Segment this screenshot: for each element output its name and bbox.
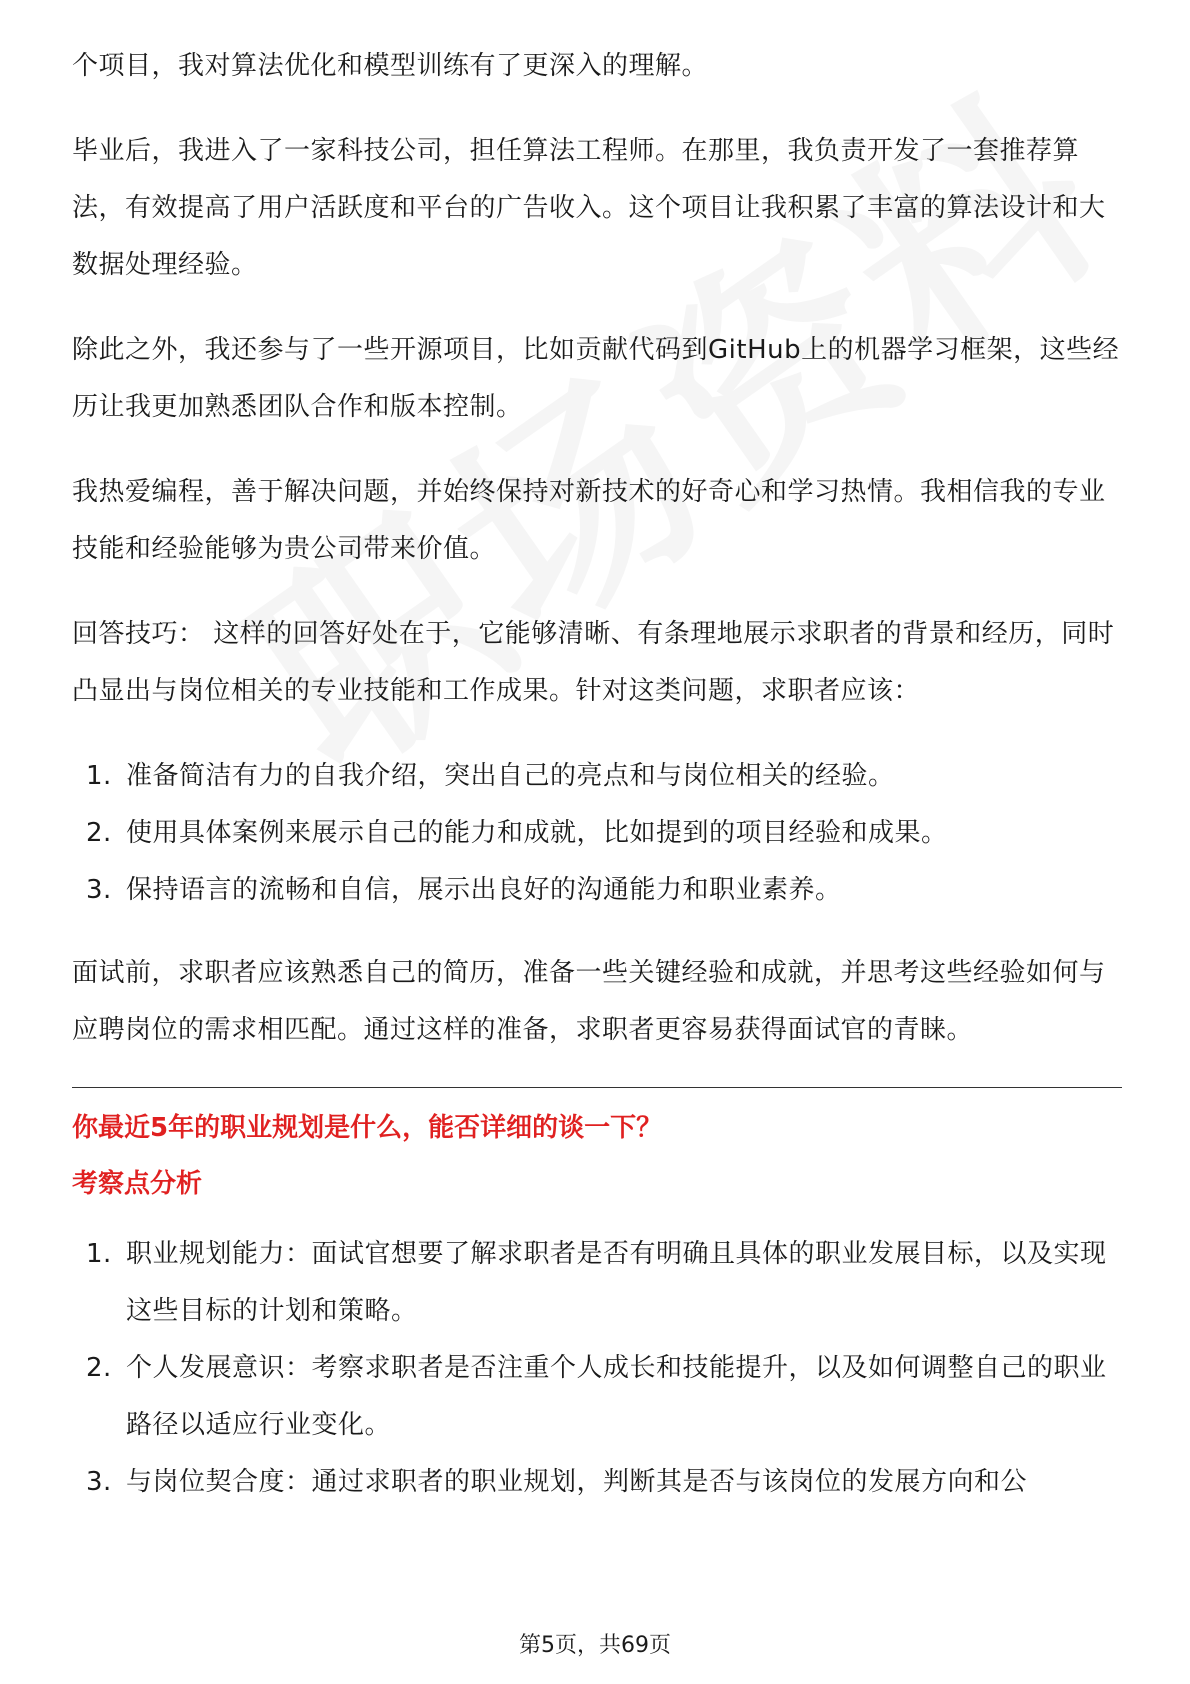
tips-list	[72, 748, 1122, 919]
list-number: 3.	[86, 875, 112, 905]
list-text: 个人发展意识：考察求职者是否注重个人成长和技能提升，以及如何调整自己的职业路径以适应行业变化。	[126, 1353, 1107, 1440]
list-number: 3.	[86, 1467, 112, 1497]
list-item	[72, 1454, 1122, 1511]
paragraph-closing: 面试前，求职者应该熟悉自己的简历，准备一些关键经验和成就，并思考这些经验如何与应聘岗位的需求相匹配。通过这样的准备，求职者更容易获得面试官的青睐。	[72, 958, 1106, 1045]
section-divider	[72, 1087, 1122, 1088]
paragraph-open-source: 除此之外，我还参与了一些开源项目，比如贡献代码到GitHub上的机器学习框架，这些经历让我更加熟悉团队合作和版本控制。	[72, 335, 1120, 422]
list-text: 保持语言的流畅和自信，展示出良好的沟通能力和职业素养。	[126, 875, 842, 905]
paragraph-passion: 我热爱编程，善于解决问题，并始终保持对新技术的好奇心和学习热情。我相信我的专业技能和经验能够为贵公司带来价值。	[72, 477, 1106, 564]
list-number: 1.	[86, 1239, 112, 1269]
list-text: 与岗位契合度：通过求职者的职业规划，判断其是否与该岗位的发展方向和公	[126, 1467, 1028, 1497]
interview-question: 你最近5年的职业规划是什么，能否详细的谈一下？	[72, 1113, 663, 1143]
analysis-heading: 考察点分析	[72, 1169, 203, 1199]
analysis-list	[72, 1226, 1122, 1511]
list-text: 职业规划能力：面试官想要了解求职者是否有明确且具体的职业发展目标，以及实现这些目标的计划和策略。	[126, 1239, 1107, 1326]
paragraph-project-continuation: 个项目，我对算法优化和模型训练有了更深入的理解。	[72, 51, 709, 81]
list-text: 准备简洁有力的自我介绍，突出自己的亮点和与岗位相关的经验。	[126, 761, 895, 791]
list-number: 2.	[86, 818, 112, 848]
list-text: 使用具体案例来展示自己的能力和成就，比如提到的项目经验和成果。	[126, 818, 948, 848]
list-item	[72, 805, 1122, 862]
list-number: 2.	[86, 1353, 112, 1383]
page-content	[72, 38, 1122, 1537]
list-item	[72, 1340, 1122, 1454]
list-item	[72, 748, 1122, 805]
page-footer: 第5页，共69页	[519, 1633, 671, 1658]
list-item	[72, 862, 1122, 919]
paragraph-answer-tips: 回答技巧： 这样的回答好处在于，它能够清晰、有条理地展示求职者的背景和经历，同时凸显出与岗位相关的专业技能和工作成果。针对这类问题，求职者应该：	[72, 619, 1115, 706]
paragraph-work-experience: 毕业后，我进入了一家科技公司，担任算法工程师。在那里，我负责开发了一套推荐算法，有效提高了用户活跃度和平台的广告收入。这个项目让我积累了丰富的算法设计和大数据处理经验。	[72, 136, 1106, 280]
list-item	[72, 1226, 1122, 1340]
list-number: 1.	[86, 761, 112, 791]
